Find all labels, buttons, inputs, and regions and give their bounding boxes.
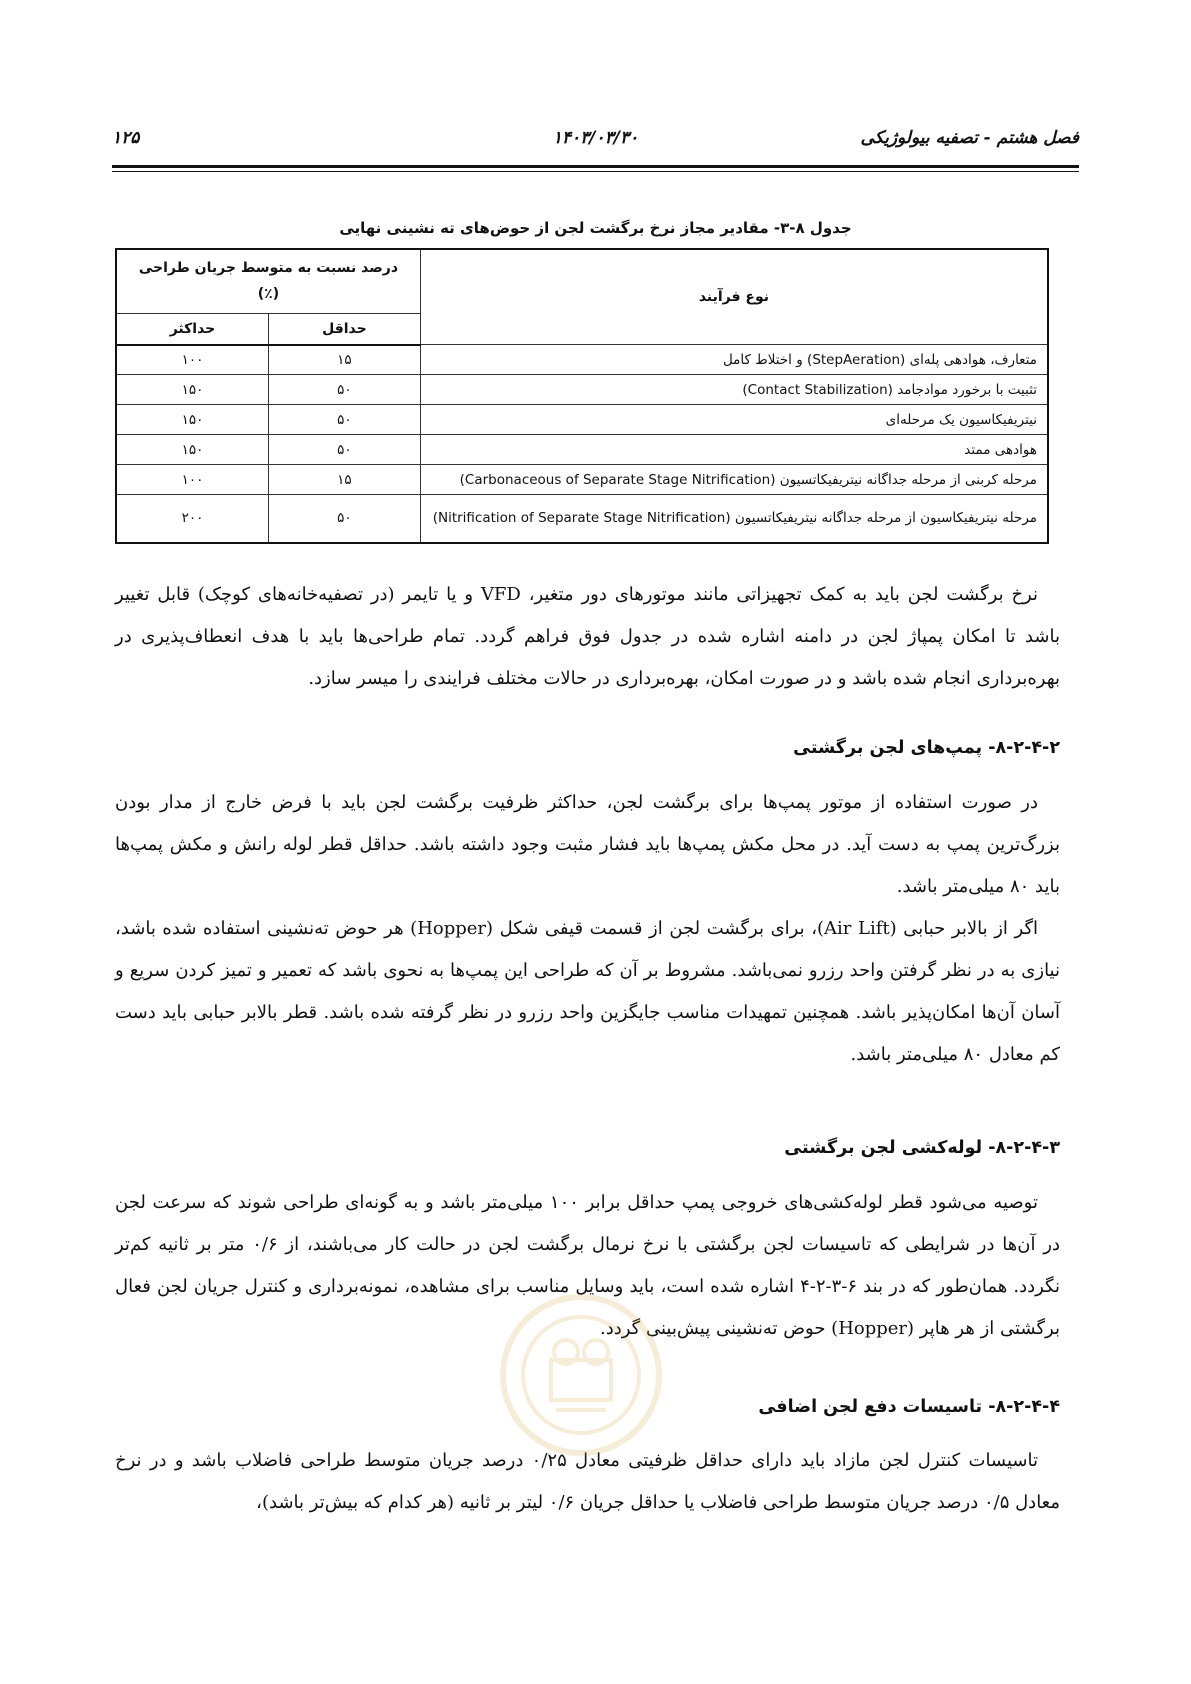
page-number: ۱۲۵	[112, 128, 140, 148]
cell-min: ۱۵	[268, 345, 420, 375]
paragraph-return-rate	[115, 574, 1060, 700]
table-caption: جدول ۸-۳- مقادیر مجاز نرخ برگشت لجن از حوض‌های ته نشینی نهایی	[339, 219, 852, 237]
cell-process: تثبیت با برخورد موادجامد (Contact Stabilization)	[420, 375, 1048, 405]
col-header-percent-line2: (٪)	[257, 286, 280, 303]
table-row	[116, 465, 1048, 495]
cell-max: ۱۰۰	[116, 345, 268, 375]
cell-min: ۵۰	[268, 405, 420, 435]
cell-min: ۵۰	[268, 435, 420, 465]
section-heading-excess-sludge: ۸-۲-۴-۴- تاسیسات دفع لجن اضافی	[758, 1397, 1060, 1417]
table-row	[116, 405, 1048, 435]
page-header	[112, 128, 1079, 156]
header-rule-thick	[112, 165, 1079, 168]
watermark-seal-icon	[496, 1290, 666, 1460]
table-row	[116, 495, 1048, 543]
cell-process: نیتریفیکاسیون یک مرحله‌ای	[420, 405, 1048, 435]
col-header-percent-line1: درصد نسبت به متوسط جریان طراحی	[138, 260, 399, 277]
cell-process: متعارف، هوادهی پله‌ای (StepAeration) و اختلاط کامل	[420, 345, 1048, 375]
cell-process: مرحله نیتریفیکاسیون از مرحله جداگانه نیتریفیکاتسیون (Nitrification of Separate Stage Nitrification)	[420, 495, 1048, 543]
cell-min: ۵۰	[268, 495, 420, 543]
cell-min: ۵۰	[268, 375, 420, 405]
cell-max: ۱۵۰	[116, 405, 268, 435]
col-header-percent	[116, 249, 420, 313]
cell-max: ۱۵۰	[116, 435, 268, 465]
table-row	[116, 375, 1048, 405]
cell-process: مرحله کربنی از مرحله جداگانه نیتریفیکاتسیون (Carbonaceous of Separate Stage Nitrification)	[420, 465, 1048, 495]
table-header-row	[116, 249, 1048, 313]
paragraph-text: اگر از بالابر حبابی (Air Lift)، برای برگشت لجن از قسمت قیفی شکل (Hopper) هر حوض ته‌نشینی استفاده شده باشد، نیازی به در نظر گرفتن واحد رزرو نمی‌باشد. مشروط بر آن که طراحی این پمپ‌ها به نحوی باشد که تعمیر و تمیز کردن سریع و آسان آن‌ها امکان‌پذیر باشد. همچنین تمهیدات مناسب جایگزین واحد رزرو در نظر گرفته شده باشد. قطر بالابر حبابی باید دست کم معادل ۸۰ میلی‌متر باشد.	[115, 918, 1060, 1065]
header-date: ۱۴۰۳/۰۳/۳۰	[552, 128, 639, 148]
header-rule-thin	[112, 171, 1079, 172]
paragraph-text: نرخ برگشت لجن باید به کمک تجهیزاتی مانند موتورهای دور متغیر، VFD و یا تایمر (در تصفیه‌خانه‌های کوچک) قابل تغییر باشد تا امکان پمپاژ لجن در دامنه اشاره شده در جدول فوق فراهم گردد. تمام طراحی‌ها باید با هدف انعطاف‌پذیری در بهره‌برداری انجام شده باشد و در صورت امکان، بهره‌برداری در حالات مختلف فرایندی را میسر سازد.	[115, 584, 1061, 689]
cell-max: ۲۰۰	[116, 495, 268, 543]
col-header-max: حداکثر	[116, 313, 268, 345]
chapter-title: فصل هشتم - تصفیه بیولوژیکی	[860, 128, 1079, 148]
section-heading-return-pumps: ۸-۲-۴-۲- پمپ‌های لجن برگشتی	[793, 738, 1060, 758]
cell-max: ۱۵۰	[116, 375, 268, 405]
cell-min: ۱۵	[268, 465, 420, 495]
sludge-return-table	[115, 248, 1049, 544]
col-header-min: حداقل	[268, 313, 420, 345]
table-row	[116, 345, 1048, 375]
section-heading-return-piping: ۸-۲-۴-۳- لوله‌کشی لجن برگشتی	[784, 1138, 1060, 1158]
cell-process: هوادهی ممتد	[420, 435, 1048, 465]
section-body-return-pumps	[115, 782, 1060, 1076]
col-header-process: نوع فرآیند	[420, 249, 1048, 345]
cell-max: ۱۰۰	[116, 465, 268, 495]
table-row	[116, 435, 1048, 465]
paragraph-text: تاسیسات کنترل لجن مازاد باید دارای حداقل ظرفیتی معادل ۰/۲۵ درصد جریان متوسط طراحی فاضلاب باشد و در نرخ معادل ۰/۵ درصد جریان متوسط طراحی فاضلاب یا حداقل جریان ۰/۶ لیتر بر ثانیه (هر کدام که بیش‌تر باشد)،	[115, 1450, 1060, 1513]
paragraph-text: توصیه می‌شود قطر لوله‌کشی‌های خروجی پمپ حداقل برابر ۱۰۰ میلی‌متر باشد و به گونه‌ای طراحی شوند که سرعت لجن در آن‌ها در شرایطی که تاسیسات لجن برگشتی با نرخ نرمال برگشت لجن در حالت کار می‌باشند، از ۰/۶ متر بر ثانیه کم‌تر نگردد. همان‌طور که در بند ۶-۳-۲-۴ اشاره شده است، باید وسایل مناسب برای مشاهده، نمونه‌برداری و کنترل جریان لجن فعال برگشتی از هر هاپر (Hopper) حوض ته‌نشینی پیش‌بینی گردد.	[115, 1192, 1060, 1339]
paragraph-text: در صورت استفاده از موتور پمپ‌ها برای برگشت لجن، حداکثر ظرفیت برگشت لجن باید با فرض خارج از مدار بودن بزرگ‌ترین پمپ به دست آید. در محل مکش پمپ‌ها باید فشار مثبت وجود داشته باشد. حداقل قطر لوله رانش و مکش پمپ‌ها باید ۸۰ میلی‌متر باشد.	[115, 792, 1060, 897]
